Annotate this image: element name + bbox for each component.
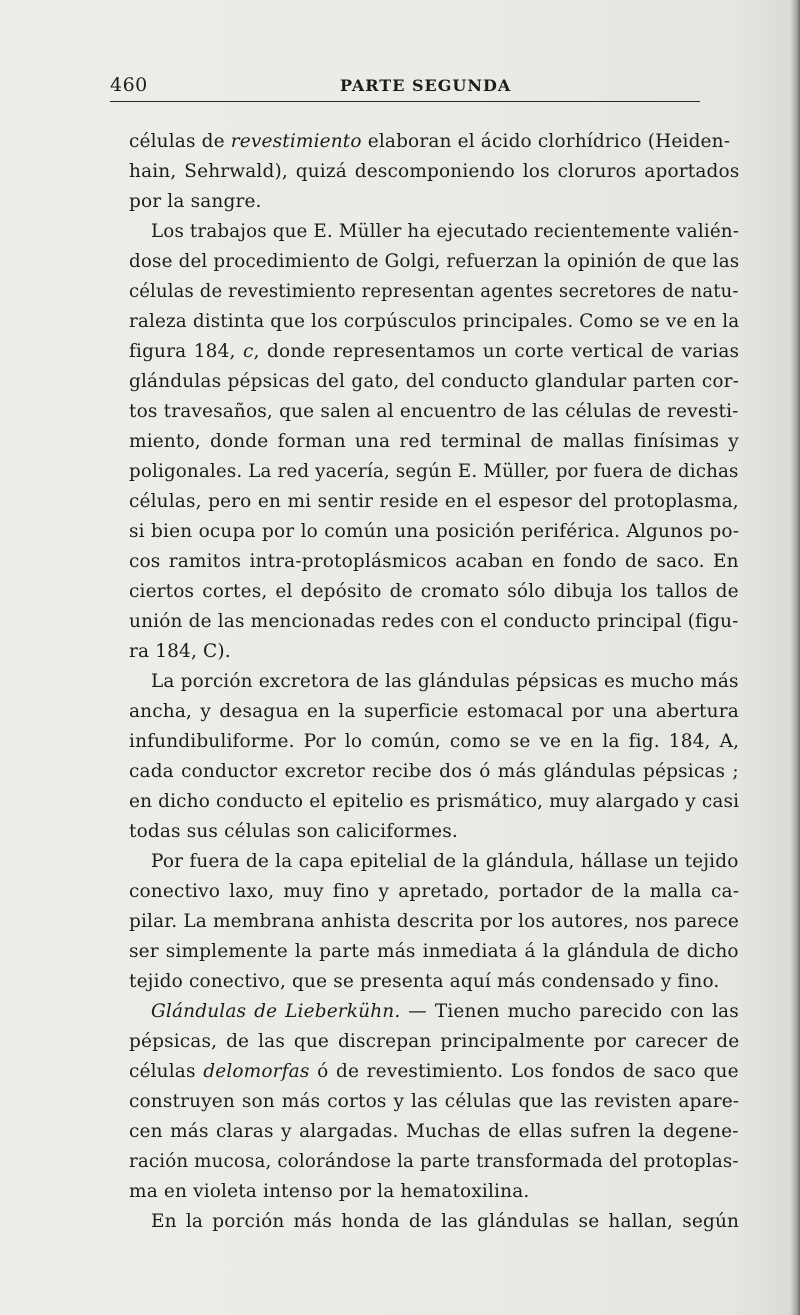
section-heading: Glándulas de Lieberkühn. bbox=[151, 1001, 401, 1022]
text-line: tejido conectivo, que se presenta aquí más condensado y fino. bbox=[129, 971, 720, 992]
text-line: ra 184, C). bbox=[129, 641, 231, 662]
text-line: figura 184, c, donde representamos un corte vertical de varias bbox=[129, 341, 740, 362]
text-line: dose del procedimiento de Golgi, refuerzan la opinión de que las bbox=[129, 251, 740, 272]
italic-term: revestimiento bbox=[230, 131, 362, 152]
text-line: si bien ocupa por lo común una posición periférica. Algunos po- bbox=[129, 521, 740, 542]
paragraph-start: En la porción más honda de las glándulas se hallan, según bbox=[151, 1211, 740, 1232]
text-line: ciertos cortes, el depósito de cromato sólo dibuja los tallos de bbox=[129, 581, 739, 602]
text-line: hain, Sehrwald), quizá descomponiendo los cloruros aportados bbox=[129, 161, 740, 182]
text-line: unión de las mencionadas redes con el conducto principal (figu- bbox=[129, 611, 739, 632]
text-line: en dicho conducto el epitelio es prismático, muy alargado y casi bbox=[129, 791, 740, 812]
text-line: por la sangre. bbox=[129, 191, 262, 212]
page-number: 460 bbox=[110, 74, 148, 96]
text-line: ancha, y desagua en la superficie estomacal por una abertura bbox=[129, 701, 739, 722]
header-rule bbox=[110, 101, 700, 102]
text-line: infundibuliforme. Por lo común, como se ve en la fig. 184, A, bbox=[129, 731, 740, 752]
text-line: conectivo laxo, muy fino y apretado, portador de la malla ca- bbox=[129, 881, 740, 902]
text-line: raleza distinta que los corpúsculos principales. Como se ve en la bbox=[129, 311, 740, 332]
paragraph-start: Los trabajos que E. Müller ha ejecutado recientemente valién- bbox=[151, 221, 740, 242]
text-line: pépsicas, de las que discrepan principalmente por carecer de bbox=[129, 1031, 740, 1052]
paragraph-start: Por fuera de la capa epitelial de la glándula, hállase un tejido bbox=[151, 851, 739, 872]
italic-term: c bbox=[243, 341, 254, 362]
text-line: cen más claras y alargadas. Muchas de ellas sufren la degene- bbox=[129, 1121, 739, 1142]
text-line: todas sus células son caliciformes. bbox=[129, 821, 458, 842]
text-line: células delomorfas ó de revestimiento. Los fondos de saco que bbox=[129, 1061, 739, 1082]
italic-term: delomorfas bbox=[203, 1061, 310, 1082]
text-line: tos travesaños, que salen al encuentro de las células de revesti- bbox=[129, 401, 739, 422]
text-line: poligonales. La red yacería, según E. Müller, por fuera de dichas bbox=[129, 461, 739, 482]
running-head-title: PARTE SEGUNDA bbox=[340, 76, 512, 95]
text-line: cada conductor excretor recibe dos ó más glándulas pépsicas ; bbox=[129, 761, 739, 782]
text-line: ser simplemente la parte más inmediata á la glándula de dicho bbox=[129, 941, 739, 962]
text-line: células, pero en mi sentir reside en el espesor del protoplasma, bbox=[129, 491, 739, 512]
text-line: células de revestimiento elaboran el ácido clorhídrico (Heiden- bbox=[129, 131, 731, 152]
running-head bbox=[110, 74, 700, 104]
paragraph-start: La porción excretora de las glándulas pépsicas es mucho más bbox=[151, 671, 739, 692]
text-line: ma en violeta intenso por la hematoxilina. bbox=[129, 1181, 530, 1202]
text-line: construyen son más cortos y las células que las revisten apare- bbox=[129, 1091, 740, 1112]
text-line: pilar. La membrana anhista descrita por los autores, nos parece bbox=[129, 911, 739, 932]
text-line: glándulas pépsicas del gato, del conducto glandular parten cor- bbox=[129, 371, 740, 392]
text-line: cos ramitos intra-protoplásmicos acaban en fondo de saco. En bbox=[129, 551, 739, 572]
text-line: células de revestimiento representan agentes secretores de natu- bbox=[129, 281, 739, 302]
text-line: ración mucosa, colorándose la parte transformada del protoplas- bbox=[129, 1151, 739, 1172]
text-line: miento, donde forman una red terminal de mallas finísimas y bbox=[129, 431, 739, 452]
section-heading-line: Glándulas de Lieberkühn. — Tienen mucho parecido con las bbox=[151, 1001, 739, 1022]
page-edge-shadow bbox=[790, 0, 800, 1315]
